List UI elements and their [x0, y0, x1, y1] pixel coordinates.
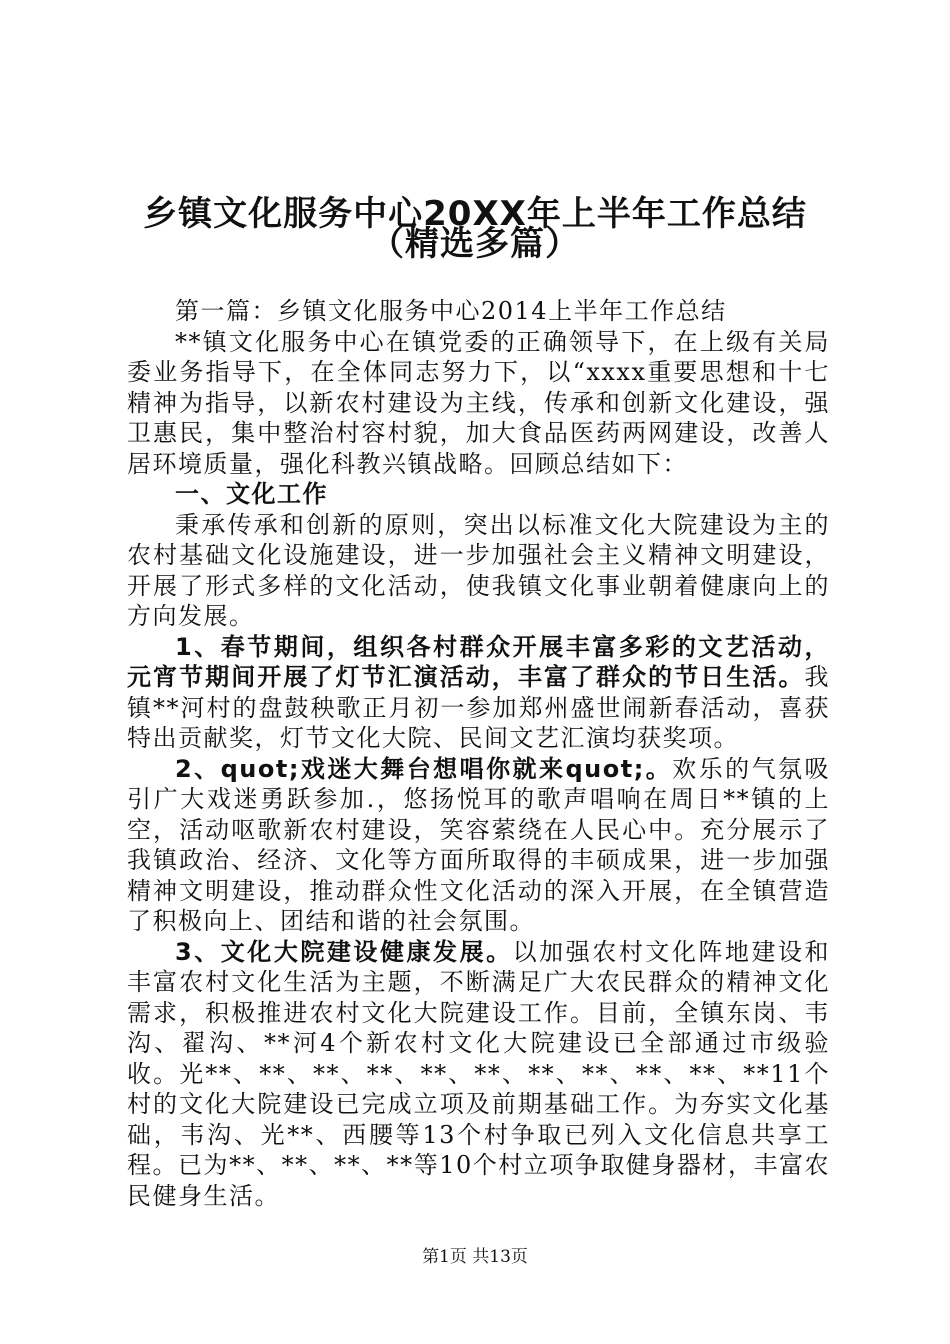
- item-1-paragraph: [127, 632, 830, 754]
- item-3-paragraph: [127, 937, 830, 1212]
- intro-paragraph: **镇文化服务中心在镇党委的正确领导下，在上级有关局委业务指导下，在全体同志努力下，以“xxxx重要思想和十七精神为指导，以新农村建设为主线，传承和创新文化建设，强卫惠民，集中整治村容村貌，加大食品医药两网建设，改善人居环境质量，强化科教兴镇战略。回顾总结如下：: [127, 327, 830, 478]
- document-body: [127, 296, 830, 1211]
- section-heading: 一、文化工作: [175, 480, 328, 508]
- item-3-lead: 3、文化大院建设健康发展。: [175, 937, 513, 966]
- chapter-heading: 第一篇：乡镇文化服务中心2014上半年工作总结: [175, 297, 727, 325]
- item-2-text: 欢乐的气氛吸引广大戏迷勇跃参加.，悠扬悦耳的歌声唱响在周日**镇的上空，活动呕歌新农村建设，笑容萦绕在人民心中。充分展示了我镇政治、经济、文化等方面所取得的丰硕成果，进一步加强精神文明建设，推动群众性文化活动的深入开展，在全镇营造了积极向上、团结和谐的社会氛围。: [127, 754, 830, 935]
- item-3-text: 以加强农村文化阵地建设和丰富农村文化生活为主题，不断满足广大农民群众的精神文化需求，积极推进农村文化大院建设工作。目前，全镇东岗、韦沟、翟沟、**河4个新农村文化大院建设已全部通过市级验收。光**、**、**、**、**、**、**、**、**、**、**11个村的文化大院建设已完成立项及前期基础工作。为夯实文化基础，韦沟、光**、西腰等13个村争取已列入文化信息共享工程。已为**、**、**、**等10个村立项争取健身器材，丰富农民健身生活。: [127, 937, 831, 1210]
- page-footer: 第1页 共13页: [422, 1247, 528, 1267]
- document-title: 乡镇文化服务中心20XX年上半年工作总结: [143, 194, 807, 234]
- item-1-text: 我镇**河村的盘鼓秧歌正月初一参加郑州盛世闹新春活动，喜获特出贡献奖，灯节文化大院、民间文艺汇演均获奖项。: [127, 663, 830, 752]
- item-2-lead: 2、quot;戏迷大舞台想唱你就来quot;。: [175, 754, 673, 783]
- document-subtitle: （精选多篇）: [370, 224, 580, 264]
- item-2-paragraph: [127, 754, 830, 937]
- item-1-lead: 1、春节期间，组织各村群众开展丰富多彩的文艺活动，元宵节期间开展了灯节汇演活动，丰富了群众的节日生活。: [127, 632, 830, 691]
- section-paragraph: 秉承传承和创新的原则，突出以标准文化大院建设为主的农村基础文化设施建设，进一步加强社会主义精神文明建设，开展了形式多样的文化活动，使我镇文化事业朝着健康向上的方向发展。: [127, 510, 830, 630]
